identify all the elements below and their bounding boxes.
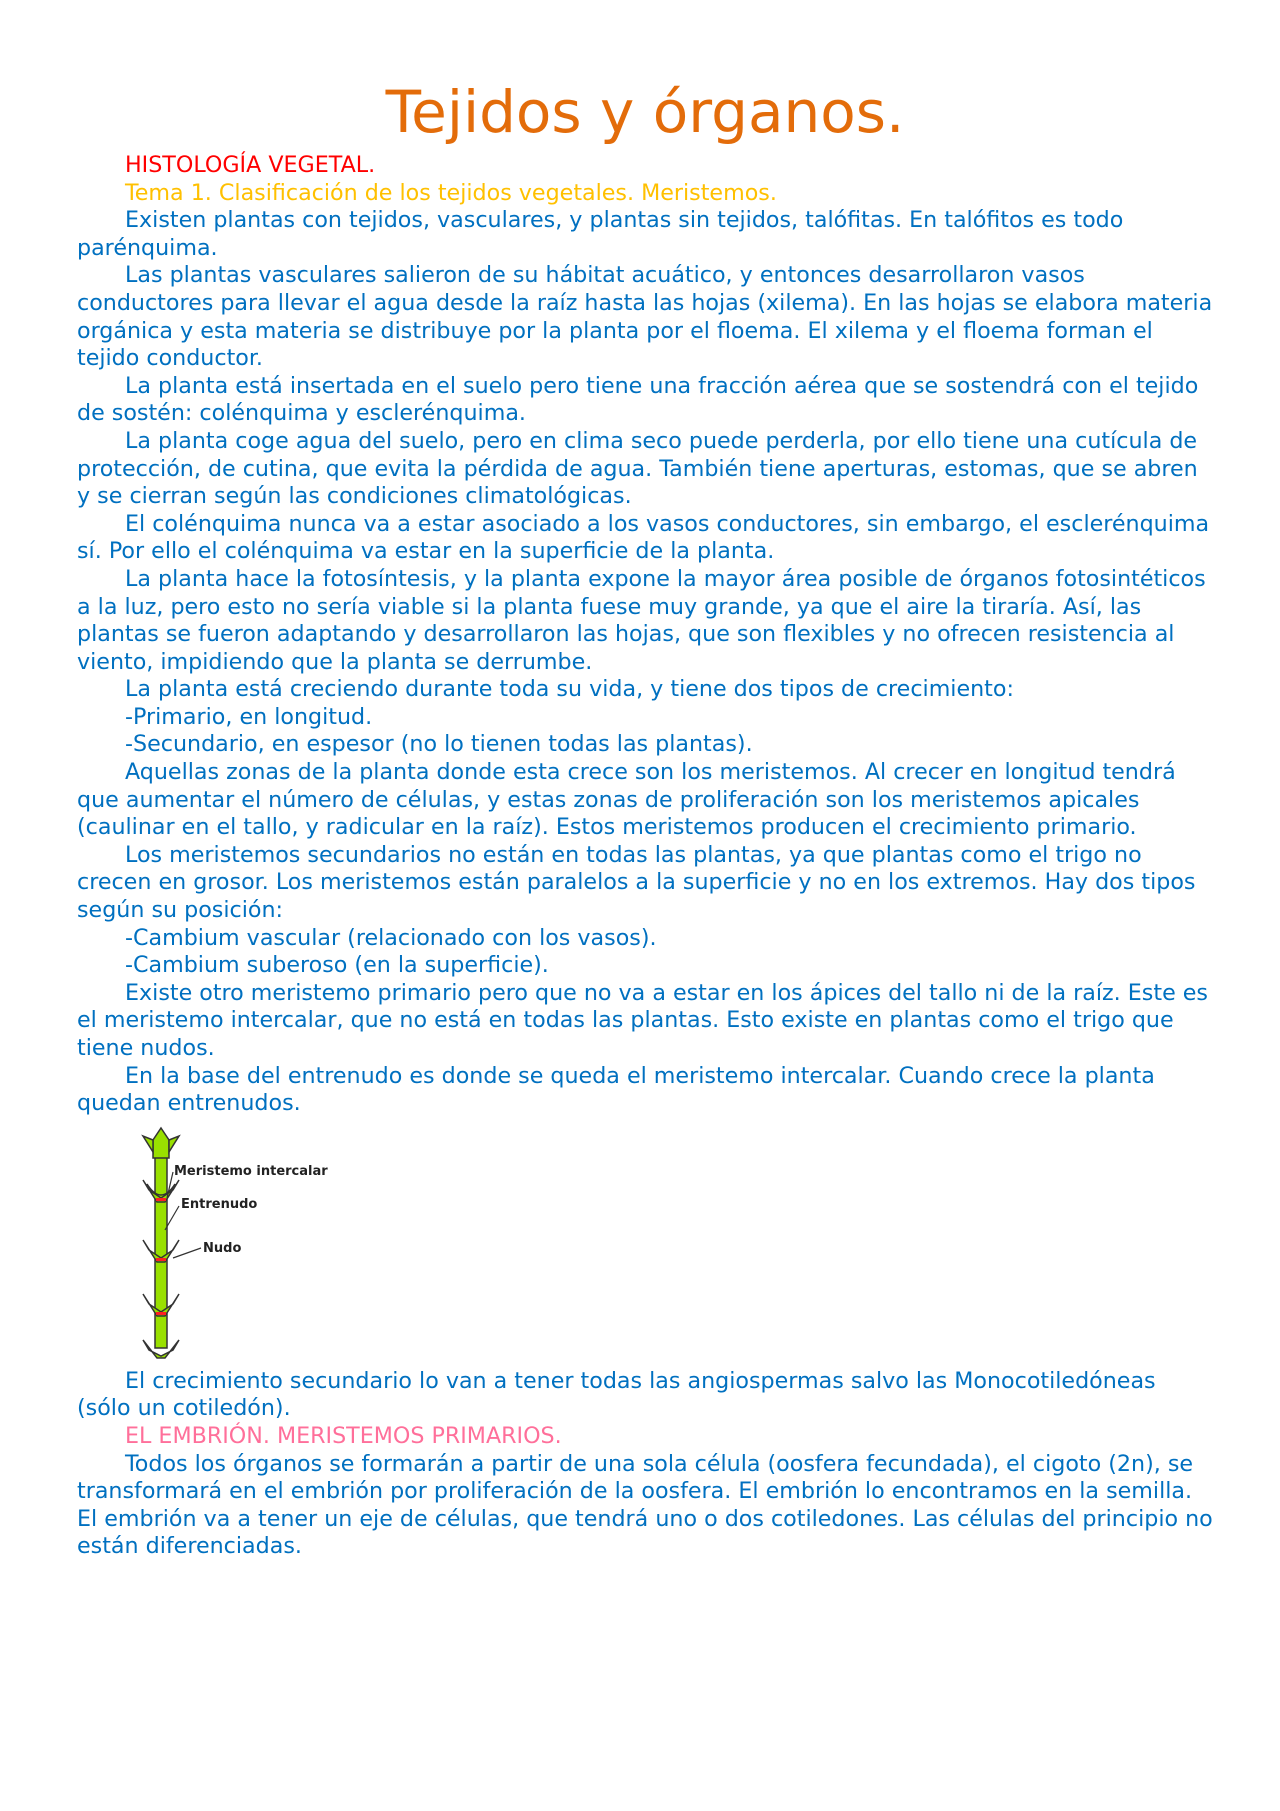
stem-shape <box>155 1142 167 1348</box>
list-item-cambium-suberoso: -Cambium suberoso (en la superficie). <box>125 952 549 979</box>
paragraph-meristemos: Aquellas zonas de la planta donde esta crece son los meristemos. Al crecer en longitud tendrá que aumentar el número de células, y estas zonas de proliferación son los meristemos apicales (caulinar en el tallo, y radicular en la raíz). Estos meristemos producen el crecimiento primario. <box>77 759 1176 841</box>
figure-label-nudo: Nudo <box>203 1240 242 1256</box>
paragraph-meristemo-intercalar: Existe otro meristemo primario pero que no va a estar en los ápices del tallo ni de la raíz. Este es el meristemo intercalar, que no está en todas las plantas. Esto existe en plantas como el trigo que tiene nudos. <box>77 979 1208 1061</box>
paragraph-plantas-vasculares: Las plantas vasculares salieron de su hábitat acuático, y entonces desarrollaron vasos conductores para llevar el agua desde la raíz hasta las hojas (xilema). En las hojas se elabora materia orgánica y esta materia se distribuye por la planta por el floema. El xilema y el floema forman el tejido conductor. <box>77 262 1213 372</box>
paragraph-embrion: Todos los órganos se formarán a partir de una sola célula (oosfera fecundada), el cigoto (2n), se transformará en el embrión por proliferación de la oosfera. El embrión lo encontramos en la semilla. El embrión va a tener un eje de células, que tendrá uno o dos cotiledones. Las células del principio no están diferenciadas. <box>77 1450 1213 1560</box>
list-item-primario: -Primario, en longitud. <box>125 703 373 730</box>
stem-diagram-figure <box>77 1118 377 1364</box>
meristem-mark <box>156 1258 166 1261</box>
heading-histologia-vegetal: HISTOLOGÍA VEGETAL. <box>125 152 376 178</box>
heading-tema-1: Tema 1. Clasificación de los tejidos vegetales. Meristemos. <box>125 179 777 206</box>
paragraph-fotosintesis: La planta hace la fotosíntesis, y la planta expone la mayor área posible de órganos fotosintéticos a la luz, pero esto no sería viable si la planta fuese muy grande, ya que el aire la tiraría. Así, las plantas se fueron adaptando y desarrollaron las hojas, que son flexibles y no ofrecen resistencia al viento, impidiendo que la planta se derrumbe. <box>77 565 1206 675</box>
document-page <box>77 76 1213 1561</box>
meristem-mark <box>156 1312 166 1315</box>
document-title: Tejidos y órganos. <box>385 78 905 146</box>
paragraph-meristemos-secundarios: Los meristemos secundarios no están en todas las plantas, ya que plantas como el trigo no crecen en grosor. Los meristemos están paralelos a la superficie y no en los extremos. Hay dos tipos según su posición: <box>77 841 1196 924</box>
paragraph-cuticula: La planta coge agua del suelo, pero en clima seco puede perderla, por ello tiene una cutícula de protección, de cutina, que evita la pérdida de agua. También tiene aperturas, estomas, que se abren y se cierran según las condiciones climatológicas. <box>77 427 1198 510</box>
paragraph-tipos-crecimiento: La planta está creciendo durante toda su vida, y tiene dos tipos de crecimiento: <box>125 676 1014 703</box>
paragraph-tejido-sosten: La planta está insertada en el suelo pero tiene una fracción aérea que se sostendrá con el tejido de sostén: colénquima y esclerénquima. <box>77 372 1199 427</box>
leaf-shape <box>169 1136 179 1152</box>
leaf-shape <box>143 1136 153 1152</box>
stem-tip-shape <box>153 1128 169 1158</box>
leader-line-nudo <box>173 1248 201 1258</box>
heading-embrion: EL EMBRIÓN. MERISTEMOS PRIMARIOS. <box>125 1422 562 1449</box>
paragraph-entrenudo: En la base del entrenudo es donde se queda el meristemo intercalar. Cuando crece la planta quedan entrenudos. <box>77 1062 1155 1117</box>
list-item-cambium-vascular: -Cambium vascular (relacionado con los vasos). <box>125 924 657 951</box>
list-item-secundario: -Secundario, en espesor (no lo tienen todas las plantas). <box>125 731 753 758</box>
figure-label-entrenudo: Entrenudo <box>181 1196 258 1212</box>
paragraph-colenquima: El colénquima nunca va a estar asociado a los vasos conductores, sin embargo, el esclerénquima sí. Por ello el colénquima va estar en la superficie de la planta. <box>77 510 1210 565</box>
meristem-mark <box>156 1198 166 1201</box>
paragraph-crecimiento-secundario: El crecimiento secundario lo van a tener todas las angiospermas salvo las Monocotiledóneas (sólo un cotiledón). <box>77 1367 1156 1422</box>
figure-label-meristemo-intercalar: Meristemo intercalar <box>174 1163 328 1179</box>
paragraph-talofitas: Existen plantas con tejidos, vasculares, y plantas sin tejidos, talófitas. En talófitos es todo parénquima. <box>77 207 1124 261</box>
